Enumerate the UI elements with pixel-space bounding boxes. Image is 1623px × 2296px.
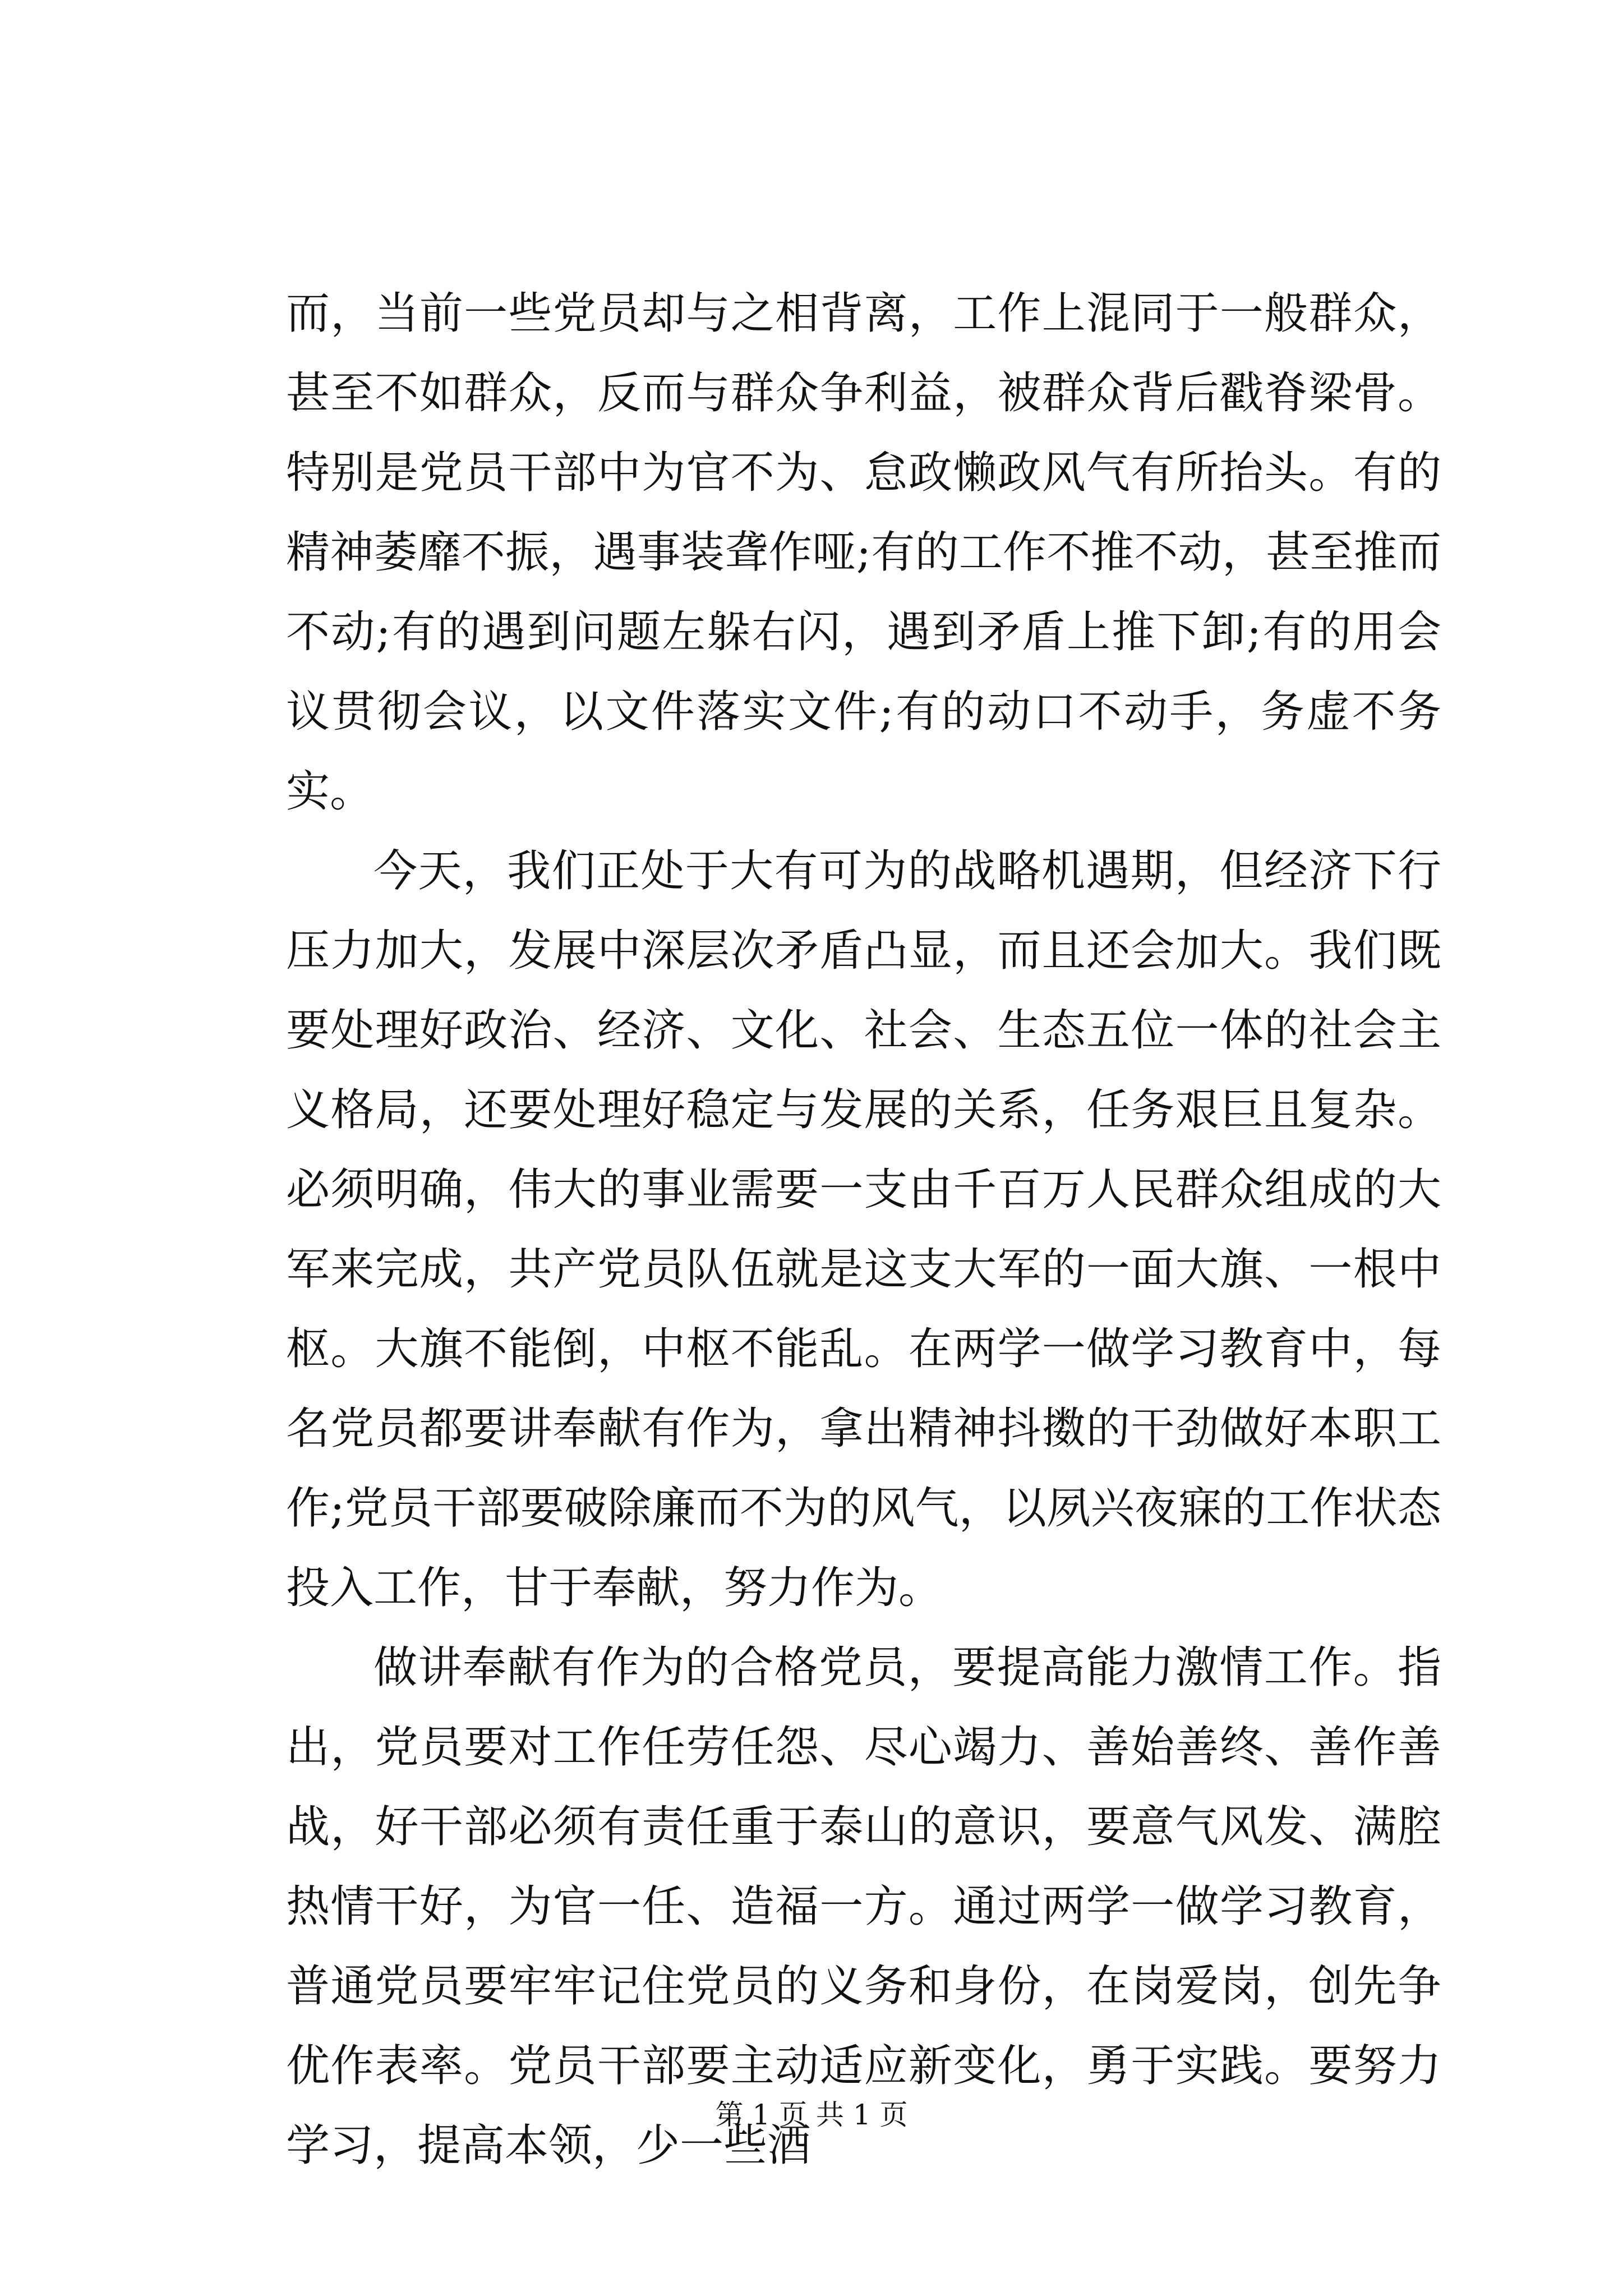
page-number-label: 第 1 页 共 1 页 <box>715 2099 908 2131</box>
paragraph-2: 今天，我们正处于大有可为的战略机遇期，但经济下行压力加大，发展中深层次矛盾凸显，而且还会加大。我们既要处理好政治、经济、文化、社会、生态五位一体的社会主义格局，还要处理好稳定与发展的关系，任务艰巨且复杂。必须明确，伟大的事业需要一支由千百万人民群众组成的大军来完成，共产党员队伍就是这支大军的一面大旗、一根中枢。大旗不能倒，中枢不能乱。在两学一做学习教育中，每名党员都要讲奉献有作为，拿出精神抖擞的干劲做好本职工作;党员干部要破除廉而不为的风气，以夙兴夜寐的工作状态投入工作，甘于奉献，努力作为。 <box>286 846 1441 1613</box>
document-body <box>286 274 1441 2185</box>
paragraph-3: 做讲奉献有作为的合格党员，要提高能力激情工作。指出，党员要对工作任劳任怨、尽心竭力、善始善终、善作善战，好干部必须有责任重于泰山的意识，要意气风发、满腔热情干好，为官一任、造福一方。通过两学一做学习教育，普通党员要牢牢记住党员的义务和身份，在岗爱岗，创先争优作表率。党员干部要主动适应新变化，勇于实践。要努力学习，提高本领，少一些酒 <box>286 1642 1441 2171</box>
paragraph-1: 而，当前一些党员却与之相背离，工作上混同于一般群众，甚至不如群众，反而与群众争利益，被群众背后戳脊梁骨。特别是党员干部中为官不为、怠政懒政风气有所抬头。有的精神萎靡不振，遇事装聋作哑;有的工作不推不动，甚至推而不动;有的遇到问题左躲右闪，遇到矛盾上推下卸;有的用会议贯彻会议，以文件落实文件;有的动口不动手，务虚不务实。 <box>286 288 1441 817</box>
page-footer <box>0 2095 1623 2134</box>
